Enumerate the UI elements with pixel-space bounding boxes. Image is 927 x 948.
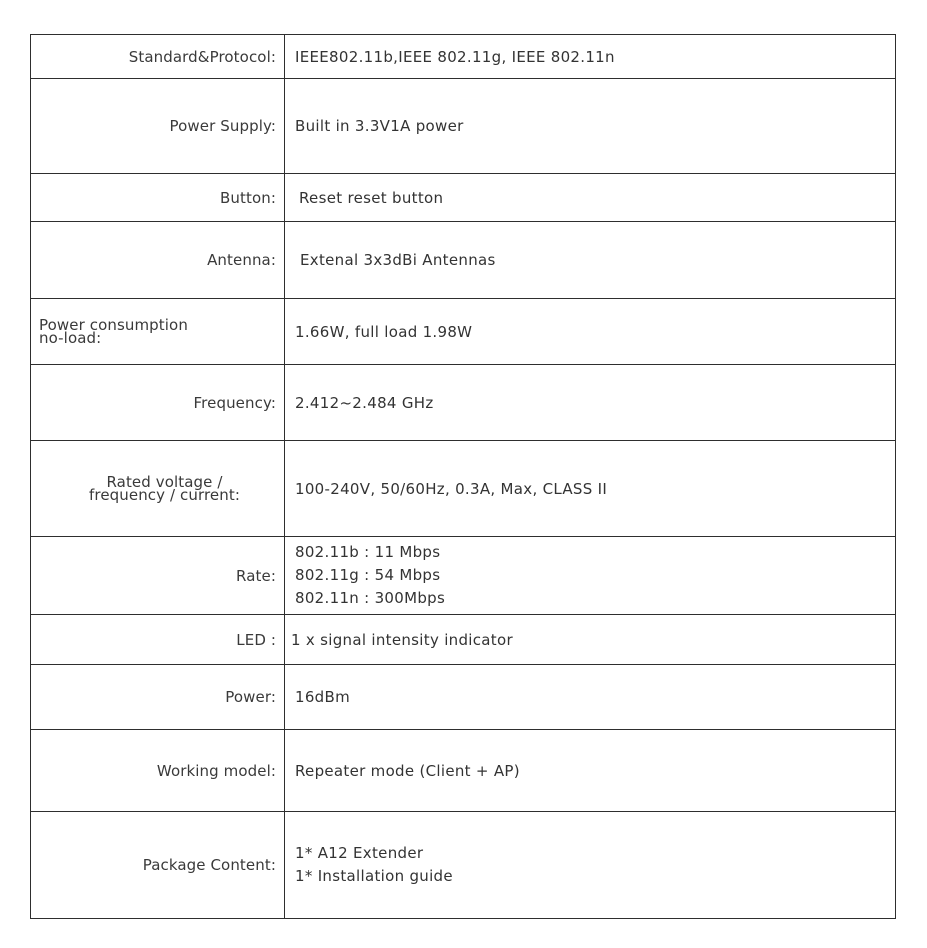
spec-row-rate — [31, 537, 896, 615]
spec-label: Package Content: — [31, 812, 285, 919]
spec-row-led — [31, 615, 896, 665]
spec-row-working-model — [31, 730, 896, 812]
spec-value-line: 1* Installation guide — [295, 867, 453, 885]
spec-value-line: 802.11b : 11 Mbps — [295, 543, 441, 561]
spec-label: Standard&Protocol: — [31, 35, 285, 79]
spec-value: Extenal 3x3dBi Antennas — [285, 222, 896, 299]
spec-row-rated-voltage — [31, 441, 896, 537]
spec-label-line: Rated voltage / — [106, 472, 223, 491]
spec-label-line: frequency / current: — [89, 485, 240, 504]
spec-value: Built in 3.3V1A power — [285, 79, 896, 174]
spec-value — [285, 537, 896, 615]
spec-value: 1 x signal intensity indicator — [285, 615, 896, 665]
spec-label-line: Power consumption — [39, 315, 188, 334]
spec-label: Antenna: — [31, 222, 285, 299]
spec-label: Button: — [31, 174, 285, 222]
spec-row-frequency — [31, 365, 896, 441]
spec-label — [31, 299, 285, 365]
spec-label: Power Supply: — [31, 79, 285, 174]
specification-table — [30, 34, 896, 919]
spec-row-button — [31, 174, 896, 222]
spec-value: 2.412~2.484 GHz — [285, 365, 896, 441]
spec-value: 1.66W, full load 1.98W — [285, 299, 896, 365]
spec-label: Frequency: — [31, 365, 285, 441]
spec-row-standard-protocol — [31, 35, 896, 79]
spec-label-line: no-load: — [39, 328, 102, 347]
spec-label: Rate: — [31, 537, 285, 615]
spec-row-power-consumption — [31, 299, 896, 365]
spec-value — [285, 812, 896, 919]
spec-row-package-content — [31, 812, 896, 919]
spec-value: Repeater mode (Client + AP) — [285, 730, 896, 812]
spec-value: 16dBm — [285, 665, 896, 730]
spec-row-power-supply — [31, 79, 896, 174]
spec-value-line: 802.11g : 54 Mbps — [295, 566, 441, 584]
spec-row-antenna — [31, 222, 896, 299]
spec-value: 100-240V, 50/60Hz, 0.3A, Max, CLASS II — [285, 441, 896, 537]
spec-value: Reset reset button — [285, 174, 896, 222]
spec-value-line: 1* A12 Extender — [295, 844, 424, 862]
spec-row-power — [31, 665, 896, 730]
spec-value-line: 802.11n : 300Mbps — [295, 589, 446, 607]
spec-value: IEEE802.11b,IEEE 802.11g, IEEE 802.11n — [285, 35, 896, 79]
spec-label: Power: — [31, 665, 285, 730]
spec-label: Working model: — [31, 730, 285, 812]
spec-label: LED : — [31, 615, 285, 665]
spec-label — [31, 441, 285, 537]
